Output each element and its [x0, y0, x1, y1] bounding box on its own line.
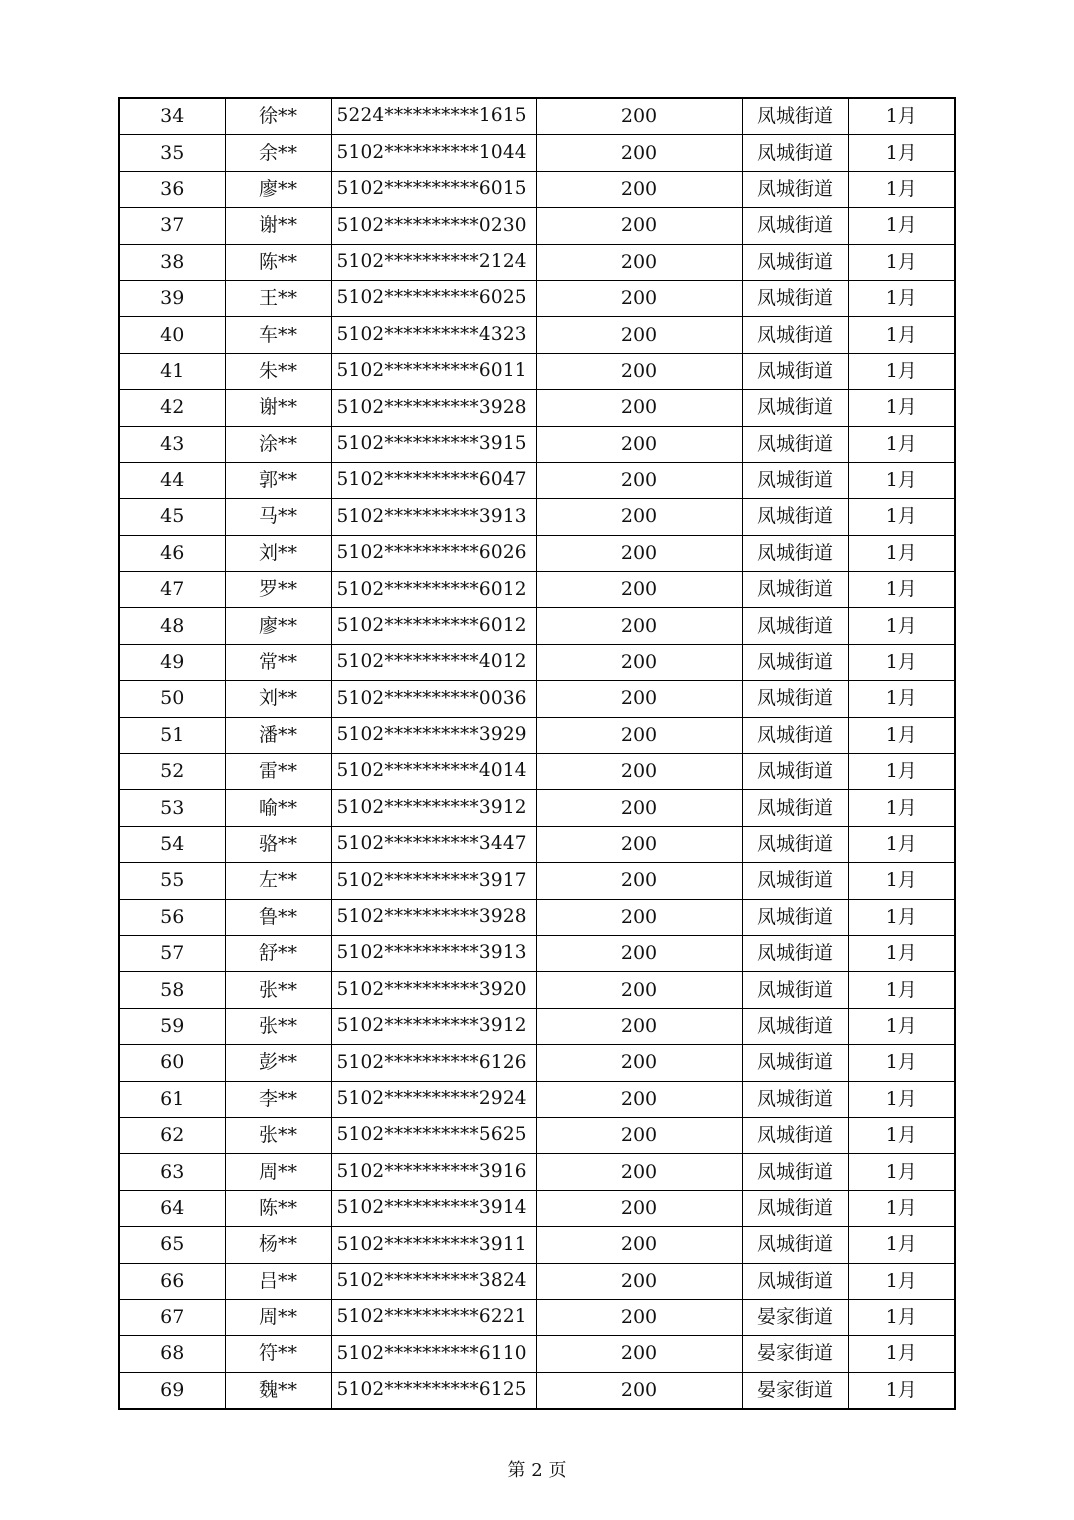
- table-row: [119, 863, 955, 899]
- amount-cell: 200: [536, 935, 742, 971]
- amount-cell: 200: [536, 171, 742, 207]
- row-number-cell: 54: [119, 826, 225, 862]
- street-name-cell: 凤城街道: [742, 244, 848, 280]
- amount-cell: 200: [536, 1045, 742, 1081]
- month-cell: 1月: [848, 390, 955, 426]
- table-row: [119, 244, 955, 280]
- month-cell: 1月: [848, 1336, 955, 1372]
- amount-cell: 200: [536, 1263, 742, 1299]
- person-name-cell: 谢**: [225, 208, 331, 244]
- table-row: [119, 1008, 955, 1044]
- person-name-cell: 李**: [225, 1081, 331, 1117]
- amount-cell: 200: [536, 1372, 742, 1409]
- street-name-cell: 凤城街道: [742, 1081, 848, 1117]
- street-name-cell: 凤城街道: [742, 717, 848, 753]
- id-number-cell: 5102**********2924: [331, 1081, 536, 1117]
- amount-cell: 200: [536, 863, 742, 899]
- table-row: [119, 1154, 955, 1190]
- row-number-cell: 62: [119, 1117, 225, 1153]
- month-cell: 1月: [848, 1081, 955, 1117]
- street-name-cell: 凤城街道: [742, 1045, 848, 1081]
- month-cell: 1月: [848, 1154, 955, 1190]
- person-name-cell: 刘**: [225, 681, 331, 717]
- month-cell: 1月: [848, 754, 955, 790]
- amount-cell: 200: [536, 1299, 742, 1335]
- month-cell: 1月: [848, 608, 955, 644]
- street-name-cell: 凤城街道: [742, 535, 848, 571]
- month-cell: 1月: [848, 353, 955, 389]
- row-number-cell: 34: [119, 98, 225, 135]
- amount-cell: 200: [536, 353, 742, 389]
- table-row: [119, 499, 955, 535]
- row-number-cell: 53: [119, 790, 225, 826]
- id-number-cell: 5102**********3911: [331, 1227, 536, 1263]
- row-number-cell: 47: [119, 572, 225, 608]
- row-number-cell: 35: [119, 135, 225, 171]
- person-name-cell: 徐**: [225, 98, 331, 135]
- amount-cell: 200: [536, 1117, 742, 1153]
- id-number-cell: 5102**********3917: [331, 863, 536, 899]
- street-name-cell: 凤城街道: [742, 1263, 848, 1299]
- street-name-cell: 凤城街道: [742, 1117, 848, 1153]
- id-number-cell: 5102**********2124: [331, 244, 536, 280]
- row-number-cell: 64: [119, 1190, 225, 1226]
- person-name-cell: 马**: [225, 499, 331, 535]
- street-name-cell: 凤城街道: [742, 826, 848, 862]
- month-cell: 1月: [848, 899, 955, 935]
- person-name-cell: 陈**: [225, 244, 331, 280]
- id-number-cell: 5102**********3912: [331, 1008, 536, 1044]
- id-number-cell: 5102**********3928: [331, 899, 536, 935]
- month-cell: 1月: [848, 244, 955, 280]
- amount-cell: 200: [536, 462, 742, 498]
- month-cell: 1月: [848, 1045, 955, 1081]
- table-row: [119, 972, 955, 1008]
- table-row: [119, 572, 955, 608]
- person-name-cell: 魏**: [225, 1372, 331, 1409]
- month-cell: 1月: [848, 535, 955, 571]
- street-name-cell: 凤城街道: [742, 462, 848, 498]
- street-name-cell: 凤城街道: [742, 1154, 848, 1190]
- amount-cell: 200: [536, 790, 742, 826]
- table-row: [119, 826, 955, 862]
- street-name-cell: 晏家街道: [742, 1336, 848, 1372]
- row-number-cell: 59: [119, 1008, 225, 1044]
- person-name-cell: 吕**: [225, 1263, 331, 1299]
- table-row: [119, 426, 955, 462]
- table-row: [119, 535, 955, 571]
- person-name-cell: 彭**: [225, 1045, 331, 1081]
- month-cell: 1月: [848, 499, 955, 535]
- person-name-cell: 雷**: [225, 754, 331, 790]
- id-number-cell: 5102**********3929: [331, 717, 536, 753]
- amount-cell: 200: [536, 390, 742, 426]
- person-name-cell: 周**: [225, 1154, 331, 1190]
- amount-cell: 200: [536, 644, 742, 680]
- street-name-cell: 凤城街道: [742, 280, 848, 316]
- amount-cell: 200: [536, 754, 742, 790]
- month-cell: 1月: [848, 280, 955, 316]
- month-cell: 1月: [848, 98, 955, 135]
- row-number-cell: 55: [119, 863, 225, 899]
- row-number-cell: 46: [119, 535, 225, 571]
- amount-cell: 200: [536, 535, 742, 571]
- street-name-cell: 凤城街道: [742, 972, 848, 1008]
- table-row: [119, 1045, 955, 1081]
- id-number-cell: 5102**********4323: [331, 317, 536, 353]
- row-number-cell: 49: [119, 644, 225, 680]
- person-name-cell: 左**: [225, 863, 331, 899]
- street-name-cell: 凤城街道: [742, 353, 848, 389]
- table-row: [119, 1081, 955, 1117]
- id-number-cell: 5102**********4014: [331, 754, 536, 790]
- table-row: [119, 1227, 955, 1263]
- month-cell: 1月: [848, 426, 955, 462]
- person-name-cell: 张**: [225, 1117, 331, 1153]
- person-name-cell: 常**: [225, 644, 331, 680]
- table-row: [119, 790, 955, 826]
- street-name-cell: 凤城街道: [742, 790, 848, 826]
- table-row: [119, 1299, 955, 1335]
- person-name-cell: 罗**: [225, 572, 331, 608]
- street-name-cell: 凤城街道: [742, 390, 848, 426]
- amount-cell: 200: [536, 1154, 742, 1190]
- month-cell: 1月: [848, 135, 955, 171]
- amount-cell: 200: [536, 98, 742, 135]
- person-name-cell: 谢**: [225, 390, 331, 426]
- table-row: [119, 717, 955, 753]
- id-number-cell: 5102**********3912: [331, 790, 536, 826]
- row-number-cell: 69: [119, 1372, 225, 1409]
- subsidy-roster-table: [118, 97, 956, 1410]
- street-name-cell: 凤城街道: [742, 644, 848, 680]
- month-cell: 1月: [848, 462, 955, 498]
- street-name-cell: 凤城街道: [742, 426, 848, 462]
- row-number-cell: 67: [119, 1299, 225, 1335]
- id-number-cell: 5102**********5625: [331, 1117, 536, 1153]
- street-name-cell: 凤城街道: [742, 754, 848, 790]
- person-name-cell: 廖**: [225, 171, 331, 207]
- id-number-cell: 5102**********6125: [331, 1372, 536, 1409]
- table-row: [119, 317, 955, 353]
- amount-cell: 200: [536, 1336, 742, 1372]
- street-name-cell: 凤城街道: [742, 572, 848, 608]
- street-name-cell: 晏家街道: [742, 1372, 848, 1409]
- street-name-cell: 凤城街道: [742, 499, 848, 535]
- month-cell: 1月: [848, 171, 955, 207]
- amount-cell: 200: [536, 681, 742, 717]
- table-row: [119, 353, 955, 389]
- row-number-cell: 43: [119, 426, 225, 462]
- person-name-cell: 潘**: [225, 717, 331, 753]
- table-row: [119, 390, 955, 426]
- month-cell: 1月: [848, 208, 955, 244]
- table-row: [119, 935, 955, 971]
- id-number-cell: 5102**********3914: [331, 1190, 536, 1226]
- street-name-cell: 凤城街道: [742, 171, 848, 207]
- table-row: [119, 280, 955, 316]
- month-cell: 1月: [848, 317, 955, 353]
- amount-cell: 200: [536, 608, 742, 644]
- row-number-cell: 40: [119, 317, 225, 353]
- id-number-cell: 5102**********3920: [331, 972, 536, 1008]
- table-row: [119, 1263, 955, 1299]
- month-cell: 1月: [848, 644, 955, 680]
- street-name-cell: 凤城街道: [742, 899, 848, 935]
- month-cell: 1月: [848, 717, 955, 753]
- id-number-cell: 5102**********6026: [331, 535, 536, 571]
- person-name-cell: 车**: [225, 317, 331, 353]
- row-number-cell: 38: [119, 244, 225, 280]
- person-name-cell: 骆**: [225, 826, 331, 862]
- row-number-cell: 48: [119, 608, 225, 644]
- amount-cell: 200: [536, 1227, 742, 1263]
- row-number-cell: 44: [119, 462, 225, 498]
- row-number-cell: 36: [119, 171, 225, 207]
- person-name-cell: 周**: [225, 1299, 331, 1335]
- row-number-cell: 68: [119, 1336, 225, 1372]
- row-number-cell: 41: [119, 353, 225, 389]
- table-row: [119, 1190, 955, 1226]
- amount-cell: 200: [536, 317, 742, 353]
- month-cell: 1月: [848, 863, 955, 899]
- amount-cell: 200: [536, 135, 742, 171]
- amount-cell: 200: [536, 826, 742, 862]
- table-row: [119, 681, 955, 717]
- row-number-cell: 58: [119, 972, 225, 1008]
- amount-cell: 200: [536, 1190, 742, 1226]
- row-number-cell: 60: [119, 1045, 225, 1081]
- row-number-cell: 61: [119, 1081, 225, 1117]
- row-number-cell: 57: [119, 935, 225, 971]
- table-row: [119, 608, 955, 644]
- id-number-cell: 5102**********6047: [331, 462, 536, 498]
- street-name-cell: 凤城街道: [742, 317, 848, 353]
- month-cell: 1月: [848, 1263, 955, 1299]
- row-number-cell: 45: [119, 499, 225, 535]
- amount-cell: 200: [536, 717, 742, 753]
- amount-cell: 200: [536, 208, 742, 244]
- id-number-cell: 5102**********4012: [331, 644, 536, 680]
- id-number-cell: 5102**********6110: [331, 1336, 536, 1372]
- street-name-cell: 凤城街道: [742, 863, 848, 899]
- id-number-cell: 5102**********3928: [331, 390, 536, 426]
- id-number-cell: 5102**********6012: [331, 608, 536, 644]
- row-number-cell: 37: [119, 208, 225, 244]
- row-number-cell: 65: [119, 1227, 225, 1263]
- person-name-cell: 余**: [225, 135, 331, 171]
- amount-cell: 200: [536, 572, 742, 608]
- street-name-cell: 凤城街道: [742, 608, 848, 644]
- street-name-cell: 凤城街道: [742, 1190, 848, 1226]
- id-number-cell: 5102**********3447: [331, 826, 536, 862]
- table-row: [119, 1372, 955, 1409]
- amount-cell: 200: [536, 972, 742, 1008]
- row-number-cell: 42: [119, 390, 225, 426]
- person-name-cell: 张**: [225, 972, 331, 1008]
- person-name-cell: 廖**: [225, 608, 331, 644]
- month-cell: 1月: [848, 1190, 955, 1226]
- amount-cell: 200: [536, 1008, 742, 1044]
- person-name-cell: 杨**: [225, 1227, 331, 1263]
- id-number-cell: 5102**********6012: [331, 572, 536, 608]
- id-number-cell: 5102**********0230: [331, 208, 536, 244]
- row-number-cell: 56: [119, 899, 225, 935]
- id-number-cell: 5102**********3916: [331, 1154, 536, 1190]
- amount-cell: 200: [536, 244, 742, 280]
- person-name-cell: 符**: [225, 1336, 331, 1372]
- row-number-cell: 66: [119, 1263, 225, 1299]
- id-number-cell: 5102**********6126: [331, 1045, 536, 1081]
- month-cell: 1月: [848, 790, 955, 826]
- row-number-cell: 39: [119, 280, 225, 316]
- street-name-cell: 晏家街道: [742, 1299, 848, 1335]
- id-number-cell: 5102**********3913: [331, 935, 536, 971]
- id-number-cell: 5102**********6015: [331, 171, 536, 207]
- month-cell: 1月: [848, 935, 955, 971]
- amount-cell: 200: [536, 280, 742, 316]
- street-name-cell: 凤城街道: [742, 208, 848, 244]
- person-name-cell: 郭**: [225, 462, 331, 498]
- street-name-cell: 凤城街道: [742, 1008, 848, 1044]
- id-number-cell: 5102**********3915: [331, 426, 536, 462]
- id-number-cell: 5102**********3824: [331, 1263, 536, 1299]
- amount-cell: 200: [536, 899, 742, 935]
- table-row: [119, 135, 955, 171]
- person-name-cell: 刘**: [225, 535, 331, 571]
- month-cell: 1月: [848, 972, 955, 1008]
- id-number-cell: 5102**********3913: [331, 499, 536, 535]
- person-name-cell: 涂**: [225, 426, 331, 462]
- street-name-cell: 凤城街道: [742, 935, 848, 971]
- id-number-cell: 5102**********6025: [331, 280, 536, 316]
- roster-body: [119, 98, 955, 1409]
- table-row: [119, 171, 955, 207]
- row-number-cell: 63: [119, 1154, 225, 1190]
- row-number-cell: 52: [119, 754, 225, 790]
- person-name-cell: 鲁**: [225, 899, 331, 935]
- person-name-cell: 舒**: [225, 935, 331, 971]
- table-row: [119, 754, 955, 790]
- amount-cell: 200: [536, 1081, 742, 1117]
- month-cell: 1月: [848, 572, 955, 608]
- id-number-cell: 5102**********6011: [331, 353, 536, 389]
- month-cell: 1月: [848, 1299, 955, 1335]
- amount-cell: 200: [536, 426, 742, 462]
- table-row: [119, 1117, 955, 1153]
- table-row: [119, 208, 955, 244]
- month-cell: 1月: [848, 1008, 955, 1044]
- id-number-cell: 5102**********6221: [331, 1299, 536, 1335]
- table-row: [119, 1336, 955, 1372]
- person-name-cell: 张**: [225, 1008, 331, 1044]
- month-cell: 1月: [848, 681, 955, 717]
- row-number-cell: 50: [119, 681, 225, 717]
- person-name-cell: 陈**: [225, 1190, 331, 1226]
- page-number: 第 2 页: [507, 1460, 567, 1481]
- id-number-cell: 5224**********1615: [331, 98, 536, 135]
- row-number-cell: 51: [119, 717, 225, 753]
- month-cell: 1月: [848, 1372, 955, 1409]
- table-row: [119, 644, 955, 680]
- month-cell: 1月: [848, 1117, 955, 1153]
- id-number-cell: 5102**********0036: [331, 681, 536, 717]
- month-cell: 1月: [848, 1227, 955, 1263]
- street-name-cell: 凤城街道: [742, 1227, 848, 1263]
- street-name-cell: 凤城街道: [742, 98, 848, 135]
- person-name-cell: 王**: [225, 280, 331, 316]
- table-row: [119, 899, 955, 935]
- table-row: [119, 462, 955, 498]
- person-name-cell: 朱**: [225, 353, 331, 389]
- street-name-cell: 凤城街道: [742, 681, 848, 717]
- street-name-cell: 凤城街道: [742, 135, 848, 171]
- id-number-cell: 5102**********1044: [331, 135, 536, 171]
- person-name-cell: 喻**: [225, 790, 331, 826]
- month-cell: 1月: [848, 826, 955, 862]
- amount-cell: 200: [536, 499, 742, 535]
- table-row: [119, 98, 955, 135]
